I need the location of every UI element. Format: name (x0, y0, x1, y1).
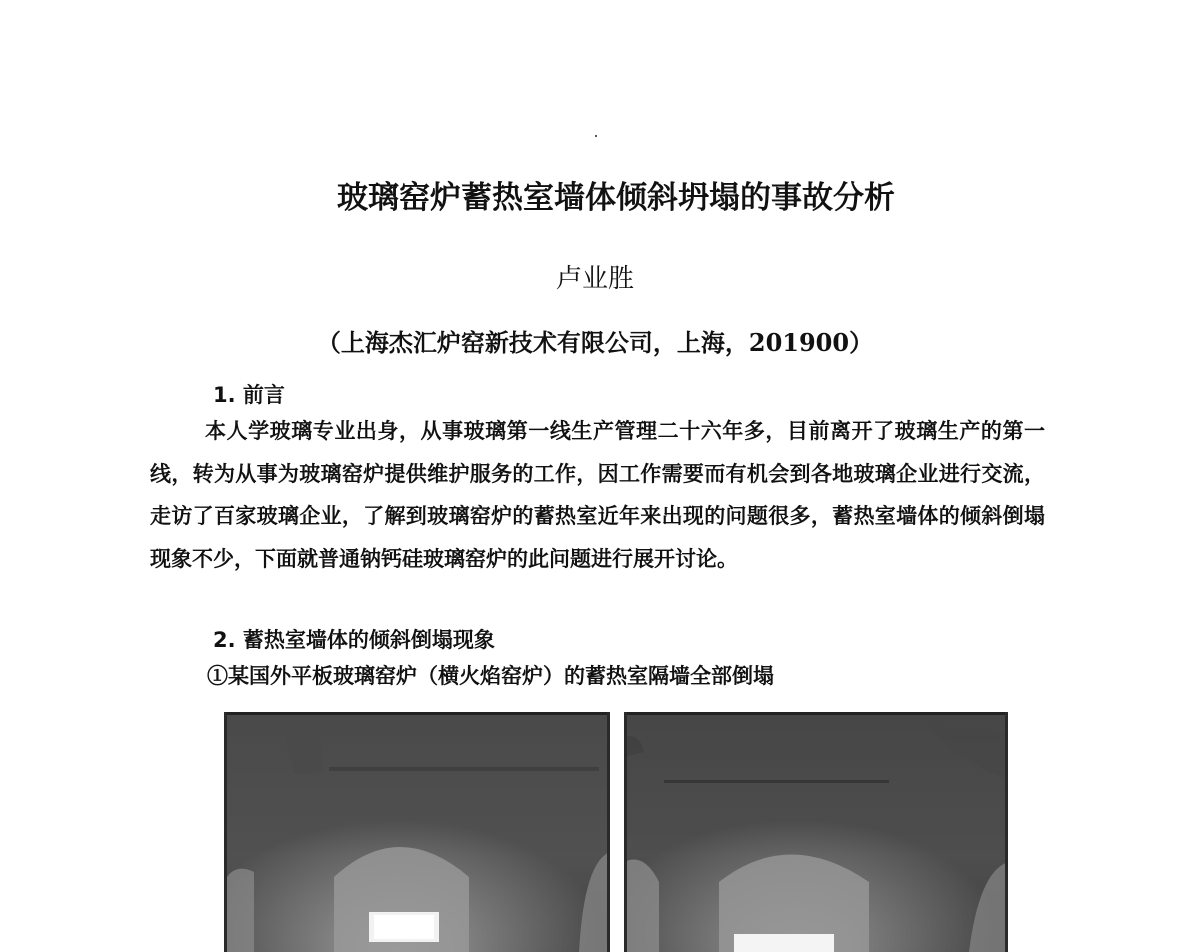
section-heading-intro: 1. 前言 (213, 383, 285, 407)
regenerator-photo-right (624, 712, 1008, 952)
author-affiliation: （上海杰汇炉窑新技术有限公司，上海，201900） (316, 328, 874, 357)
section-heading-collapse: 2. 蓄热室墙体的倾斜倒塌现象 (213, 628, 495, 652)
scan-speck (595, 135, 597, 137)
regenerator-photo-left (224, 712, 610, 952)
author-name: 卢业胜 (555, 264, 634, 294)
article-title: 玻璃窑炉蓄热室墙体倾斜坍塌的事故分析 (337, 180, 895, 216)
case-item-1: ①某国外平板玻璃窑炉（横火焰窑炉）的蓄热室隔墙全部倒塌 (207, 663, 774, 688)
intro-paragraph: 本人学玻璃专业出身，从事玻璃第一线生产管理二十六年多，目前离开了玻璃生产的第一线，转为从事为玻璃窑炉提供维护服务的工作，因工作需要而有机会到各地玻璃企业进行交流，走访了百家玻璃企业，了解到玻璃窑炉的蓄热室近年来出现的问题很多，蓄热室墙体的倾斜倒塌现象不少，下面就普通钠钙硅玻璃窑炉的此问题进行展开讨论。 (150, 418, 1045, 571)
